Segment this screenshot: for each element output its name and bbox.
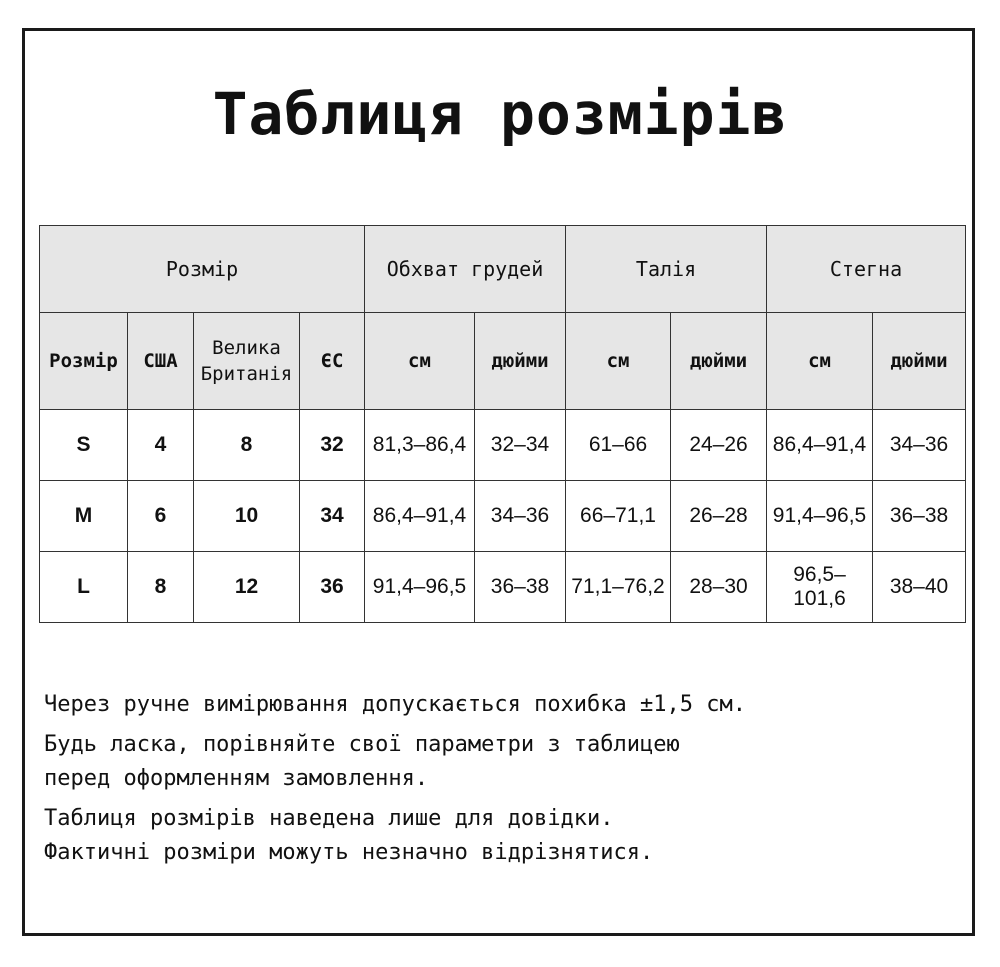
cell-waist-cm: 71,1–76,2: [566, 552, 671, 623]
group-header-hips: Стегна: [767, 226, 966, 313]
group-header-waist: Талія: [566, 226, 767, 313]
cell-usa: 6: [128, 481, 194, 552]
column-header-eu: ЄС: [300, 313, 365, 410]
cell-uk: 10: [194, 481, 300, 552]
cell-chest-cm: 86,4–91,4: [365, 481, 475, 552]
cell-eu: 32: [300, 410, 365, 481]
note-compare: [44, 728, 944, 796]
cell-chest-cm: 81,3–86,4: [365, 410, 475, 481]
note-compare-line1: Будь ласка, порівняйте свої параметри з таблицею: [44, 732, 680, 757]
cell-size: L: [40, 552, 128, 623]
cell-eu: 36: [300, 552, 365, 623]
cell-waist-cm: 61–66: [566, 410, 671, 481]
notes-block: [44, 688, 944, 876]
cell-chest-cm: 91,4–96,5: [365, 552, 475, 623]
note-compare-line2: перед оформленням замовлення.: [44, 766, 429, 791]
table-row: [40, 481, 966, 552]
note-reference: [44, 802, 944, 870]
cell-size: S: [40, 410, 128, 481]
cell-hips-in: 38–40: [873, 552, 966, 623]
cell-hips-in: 34–36: [873, 410, 966, 481]
column-header-usa: США: [128, 313, 194, 410]
table-row: [40, 410, 966, 481]
note-tolerance: Через ручне вимірювання допускається похибка ±1,5 см.: [44, 692, 746, 717]
cell-hips-cm: 91,4–96,5: [767, 481, 873, 552]
page-title: Таблиця розмірів: [212, 80, 788, 148]
cell-usa: 4: [128, 410, 194, 481]
group-header-size: Розмір: [40, 226, 365, 313]
cell-waist-in: 28–30: [671, 552, 767, 623]
note-reference-line2: Фактичні розміри можуть незначно відрізнятися.: [44, 840, 654, 865]
column-header-chest-in: дюйми: [475, 313, 566, 410]
column-header-uk-line1: Велика: [212, 337, 281, 359]
cell-waist-cm: 66–71,1: [566, 481, 671, 552]
column-header-hips-cm: см: [767, 313, 873, 410]
cell-chest-in: 32–34: [475, 410, 566, 481]
cell-hips-in: 36–38: [873, 481, 966, 552]
cell-chest-in: 34–36: [475, 481, 566, 552]
cell-hips-cm: 96,5–101,6: [767, 552, 873, 623]
cell-eu: 34: [300, 481, 365, 552]
note-reference-line1: Таблиця розмірів наведена лише для довідки.: [44, 806, 614, 831]
group-header-chest: Обхват грудей: [365, 226, 566, 313]
column-header-uk: [194, 313, 300, 410]
column-header-waist-cm: см: [566, 313, 671, 410]
cell-hips-cm: 86,4–91,4: [767, 410, 873, 481]
cell-uk: 8: [194, 410, 300, 481]
cell-size: M: [40, 481, 128, 552]
table-row: [40, 552, 966, 623]
cell-waist-in: 26–28: [671, 481, 767, 552]
column-header-hips-in: дюйми: [873, 313, 966, 410]
cell-chest-in: 36–38: [475, 552, 566, 623]
column-header-waist-in: дюйми: [671, 313, 767, 410]
size-chart-table: [39, 225, 966, 623]
column-header-uk-line2: Британія: [200, 363, 293, 385]
cell-uk: 12: [194, 552, 300, 623]
column-header-chest-cm: см: [365, 313, 475, 410]
column-header-size: Розмір: [40, 313, 128, 410]
cell-waist-in: 24–26: [671, 410, 767, 481]
cell-usa: 8: [128, 552, 194, 623]
